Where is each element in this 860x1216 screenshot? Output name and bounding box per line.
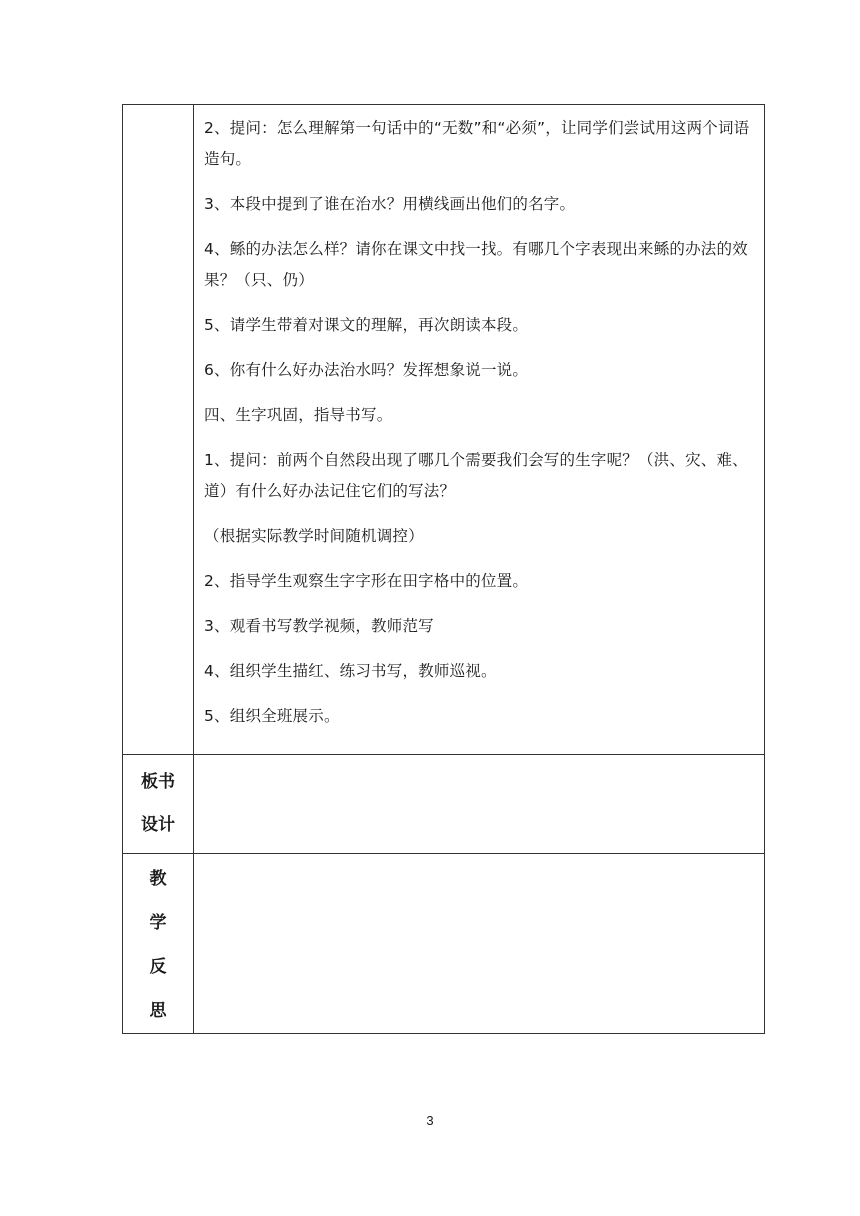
teaching-reflection-row — [123, 854, 765, 1034]
step-imagine: 6、你有什么好办法治水吗？发挥想象说一说。 — [204, 361, 529, 379]
step-new-characters: 1、提问：前两个自然段出现了哪几个需要我们会写的生字呢？（洪、灾、难、道）有什么好办法记住它们的写法？ — [204, 451, 748, 500]
process-label-cell — [123, 105, 194, 755]
reflection-char: 反 — [149, 956, 167, 977]
reflection-char: 学 — [149, 912, 167, 933]
board-design-label-line1: 板书 — [141, 772, 175, 792]
board-design-row — [123, 755, 765, 854]
step-gun-method: 4、鲧的办法怎么样？请你在课文中找一找。有哪几个字表现出来鲧的办法的效果？（只、仍） — [204, 240, 748, 289]
step-time-note: （根据实际教学时间随机调控） — [204, 527, 424, 545]
step-practice: 4、组织学生描红、练习书写，教师巡视。 — [204, 662, 497, 680]
teaching-reflection-content — [194, 854, 765, 1034]
step-observe-grid: 2、指导学生观察生字字形在田字格中的位置。 — [204, 572, 529, 590]
step-display: 5、组织全班展示。 — [204, 707, 340, 725]
lesson-plan-table — [122, 104, 765, 1034]
process-content-cell — [194, 105, 765, 755]
page-number: 3 — [426, 1113, 434, 1128]
reflection-char: 思 — [149, 1000, 167, 1021]
step-reread: 5、请学生带着对课文的理解，再次朗读本段。 — [204, 316, 529, 334]
board-design-label — [123, 755, 194, 854]
step-question-words: 2、提问：怎么理解第一句话中的“无数”和“必须”，让同学们尝试用这两个词语造句。 — [204, 119, 750, 168]
board-design-content — [194, 755, 765, 854]
reflection-char: 教 — [149, 868, 167, 889]
teaching-process-row — [123, 105, 765, 755]
section-heading-characters: 四、生字巩固，指导书写。 — [204, 406, 393, 424]
teaching-reflection-label — [123, 854, 194, 1034]
step-watch-video: 3、观看书写教学视频，教师范写 — [204, 617, 434, 635]
step-who-controls-water: 3、本段中提到了谁在治水？用横线画出他们的名字。 — [204, 195, 576, 213]
board-design-label-line2: 设计 — [141, 815, 175, 835]
